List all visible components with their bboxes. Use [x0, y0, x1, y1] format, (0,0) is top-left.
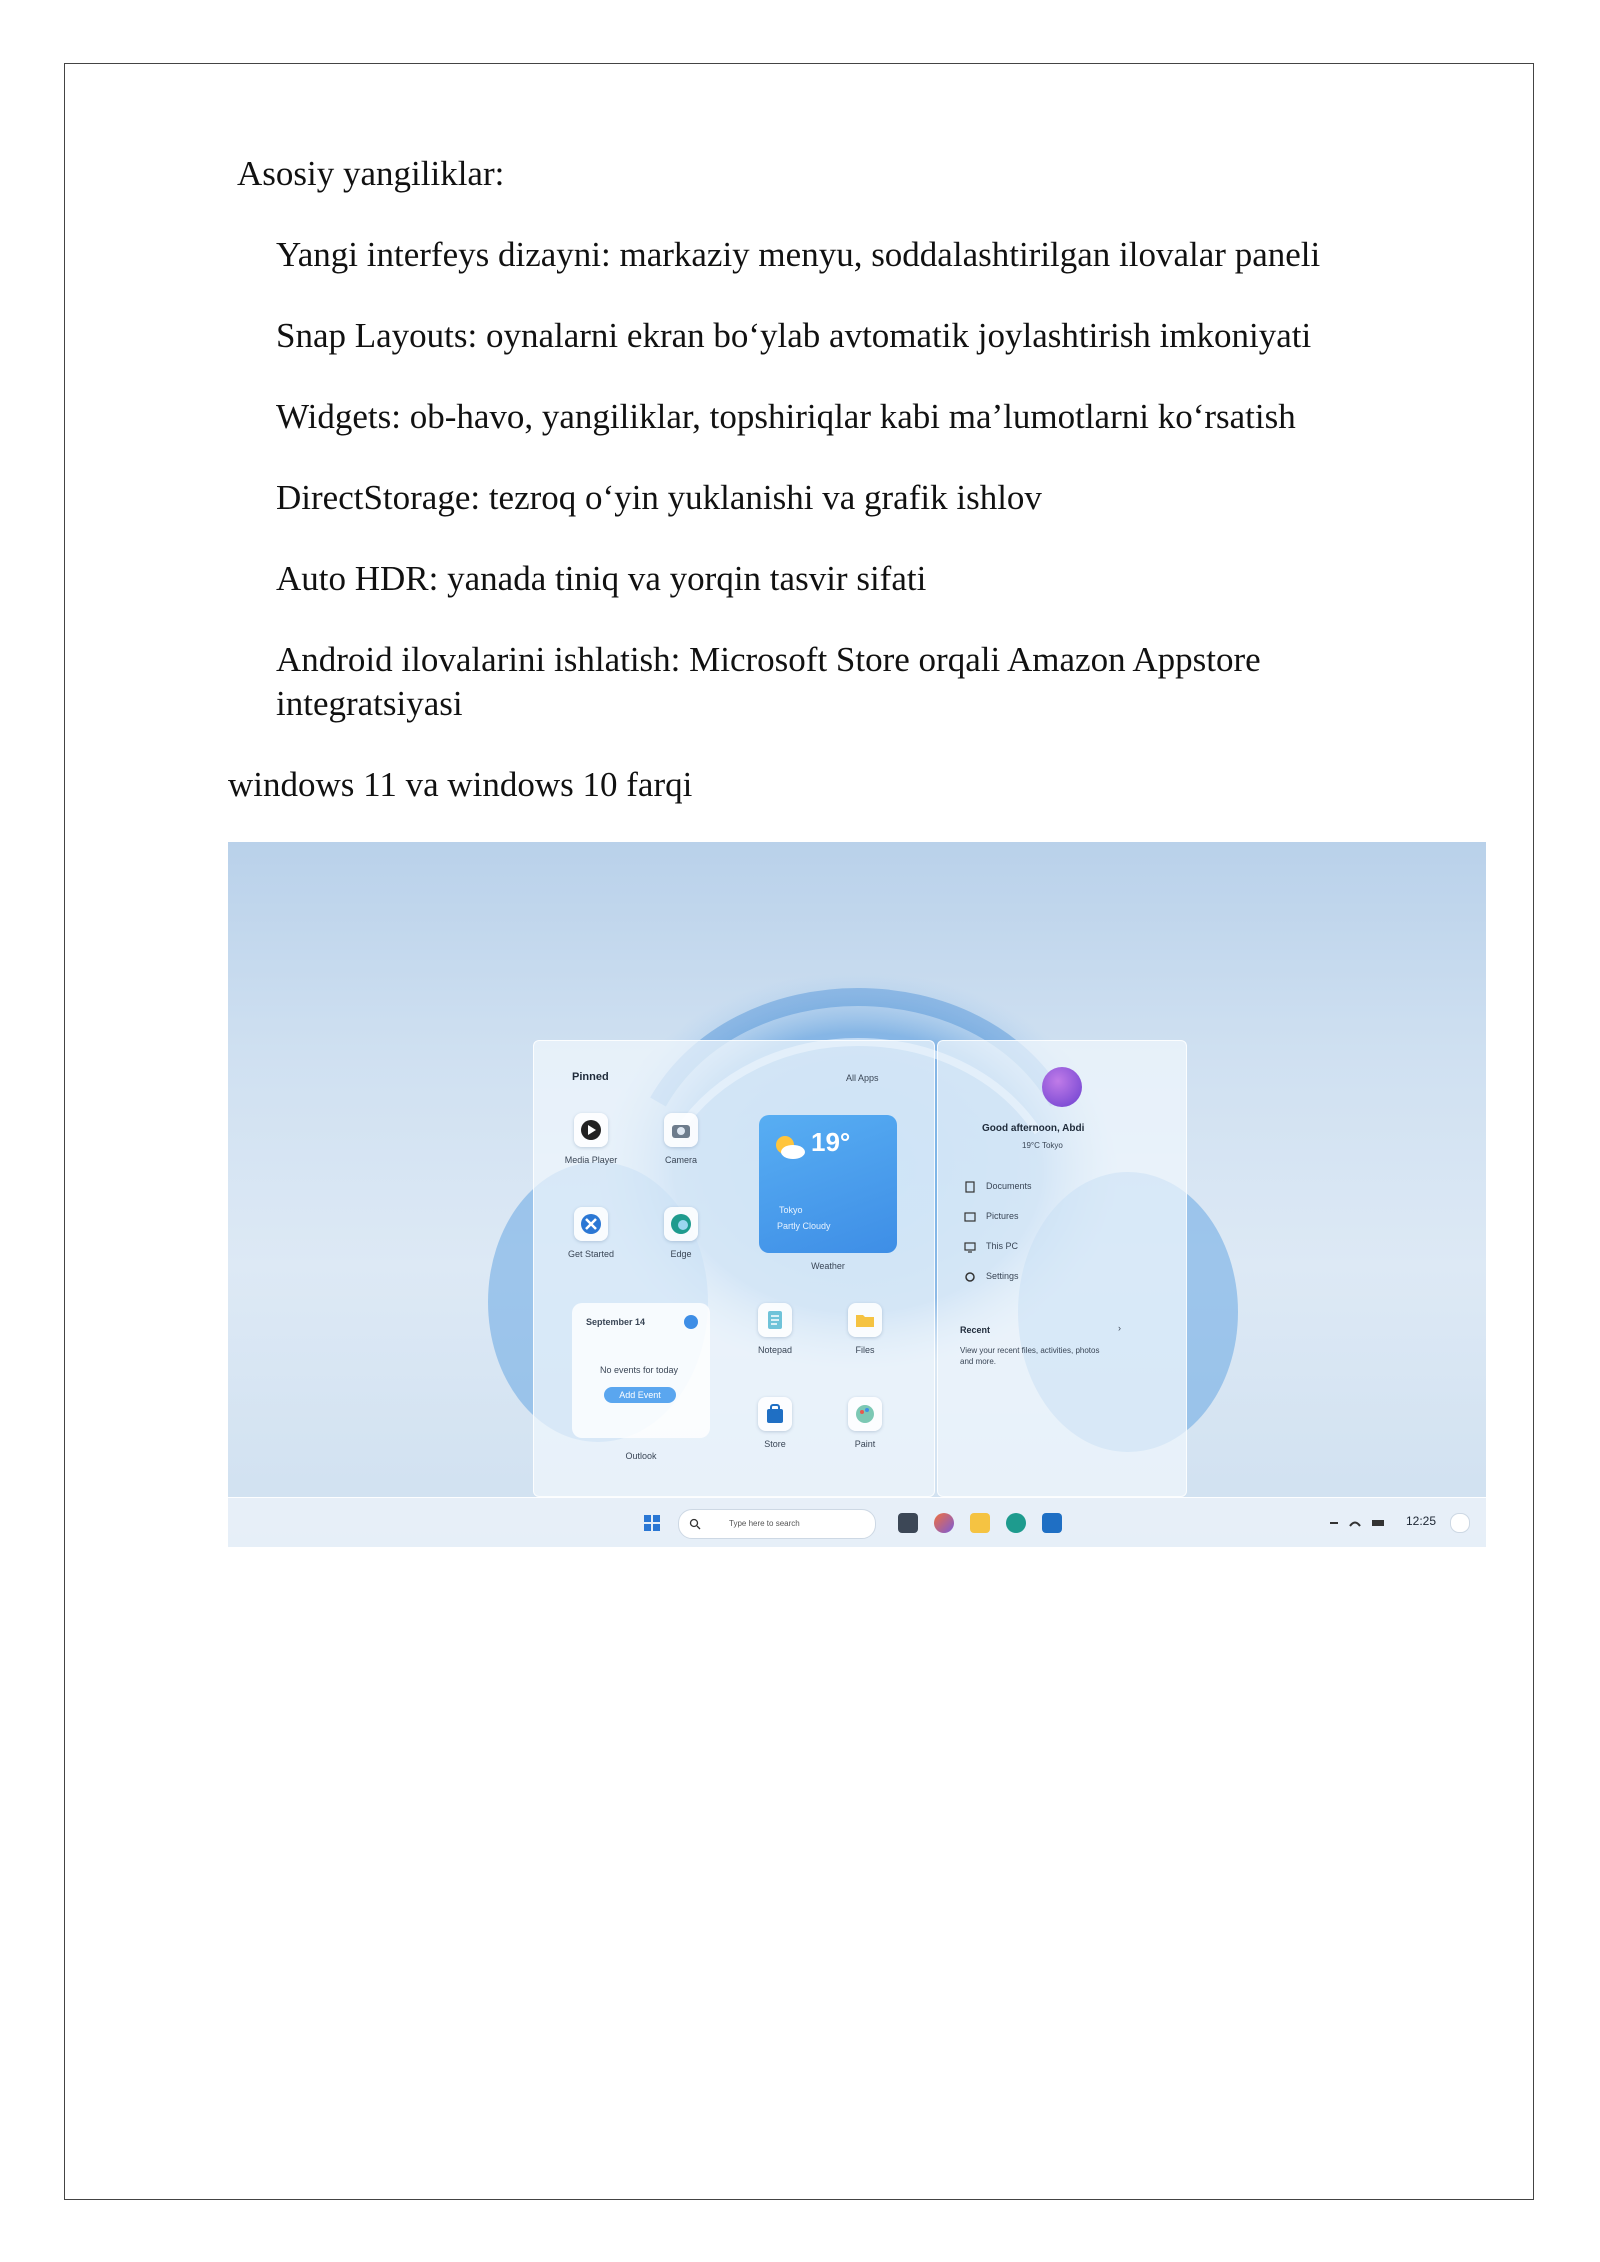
- pinned-title: Pinned: [572, 1071, 609, 1083]
- task-view-icon[interactable]: [898, 1513, 918, 1533]
- place-this-pc[interactable]: This PC: [986, 1241, 1019, 1251]
- system-tray-icons[interactable]: [1328, 1516, 1388, 1530]
- gear-icon: [964, 1271, 976, 1283]
- search-placeholder: Type here to search: [729, 1519, 800, 1528]
- location: 19°C Tokyo: [1022, 1141, 1063, 1150]
- windows11-screenshot: [228, 842, 1486, 1547]
- store-taskbar-icon[interactable]: [1042, 1513, 1062, 1533]
- file-explorer-icon[interactable]: [970, 1513, 990, 1533]
- figure-caption: windows 11 va windows 10 farqi: [228, 765, 693, 804]
- outlook-widget[interactable]: [572, 1303, 710, 1438]
- profile-pane: [937, 1040, 1187, 1497]
- pinned-pane: [533, 1040, 935, 1497]
- app-label: Get Started: [567, 1249, 615, 1259]
- edge-icon[interactable]: [664, 1207, 698, 1241]
- list-item: Android ilovalarini ishlatish: Microsoft Store orqali Amazon Appstore integratsiyasi: [276, 640, 1261, 723]
- section-heading: Asosiy yangiliklar:: [237, 154, 505, 193]
- windows-start-icon[interactable]: [642, 1513, 662, 1533]
- widgets-icon[interactable]: [934, 1513, 954, 1533]
- recent-text: View your recent files, activities, photos and more.: [960, 1346, 1100, 1366]
- place-pictures[interactable]: Pictures: [986, 1211, 1019, 1221]
- weather-condition: Partly Cloudy: [777, 1221, 831, 1231]
- weather-city: Tokyo: [779, 1205, 803, 1215]
- weather-widget[interactable]: [759, 1115, 897, 1253]
- app-label: Files: [855, 1345, 875, 1355]
- chevron-right-icon: ›: [1118, 1323, 1121, 1333]
- recent-title[interactable]: Recent: [960, 1325, 991, 1335]
- camera-icon[interactable]: [664, 1113, 698, 1147]
- list-item: Yangi interfeys dizayni: markaziy menyu, soddalashtirilgan ilovalar paneli: [276, 235, 1321, 274]
- notepad-icon[interactable]: [758, 1303, 792, 1337]
- app-label: Camera: [664, 1155, 697, 1165]
- computer-icon: [964, 1241, 976, 1253]
- outlook-date: September 14: [586, 1317, 646, 1327]
- document-icon: [964, 1181, 976, 1193]
- outlook-add-icon: [684, 1315, 698, 1329]
- taskbar: [228, 1497, 1486, 1547]
- app-label: Media Player: [564, 1155, 618, 1165]
- place-documents[interactable]: Documents: [986, 1181, 1032, 1191]
- app-label: Edge: [670, 1249, 692, 1259]
- partly-cloudy-icon: [773, 1133, 807, 1161]
- outlook-no-events: No events for today: [600, 1365, 679, 1375]
- get-started-icon[interactable]: [574, 1207, 608, 1241]
- start-menu: [533, 1040, 1185, 1495]
- list-item: DirectStorage: tezroq o‘yin yuklanishi va grafik ishlov: [276, 478, 1042, 517]
- app-label: Outlook: [625, 1451, 657, 1461]
- app-label: Store: [764, 1439, 786, 1449]
- media-player-icon[interactable]: [574, 1113, 608, 1147]
- greeting: Good afternoon, Abdi: [982, 1123, 1085, 1134]
- weather-temp: 19°: [811, 1127, 851, 1157]
- list-item: Snap Layouts: oynalarni ekran bo‘ylab avtomatik joylashtirish imkoniyati: [276, 316, 1312, 355]
- edge-taskbar-icon[interactable]: [1006, 1513, 1026, 1533]
- all-apps-link[interactable]: All Apps: [846, 1073, 879, 1083]
- app-label: Weather: [811, 1261, 845, 1271]
- search-icon: [689, 1518, 701, 1530]
- avatar[interactable]: [1042, 1067, 1082, 1107]
- add-event-button[interactable]: Add Event: [604, 1387, 676, 1403]
- store-icon[interactable]: [758, 1397, 792, 1431]
- pictures-icon: [964, 1211, 976, 1223]
- list-item: Auto HDR: yanada tiniq va yorqin tasvir sifati: [276, 559, 927, 598]
- files-icon[interactable]: [848, 1303, 882, 1337]
- search-input[interactable]: [678, 1509, 876, 1539]
- app-label: Paint: [854, 1439, 876, 1449]
- list-item: Widgets: ob-havo, yangiliklar, topshiriqlar kabi ma’lumotlarni ko‘rsatish: [276, 397, 1296, 436]
- place-settings[interactable]: Settings: [986, 1271, 1019, 1281]
- app-label: Notepad: [757, 1345, 793, 1355]
- notification-icon[interactable]: [1450, 1513, 1470, 1533]
- clock[interactable]: 12:25: [1406, 1514, 1437, 1528]
- paint-icon[interactable]: [848, 1397, 882, 1431]
